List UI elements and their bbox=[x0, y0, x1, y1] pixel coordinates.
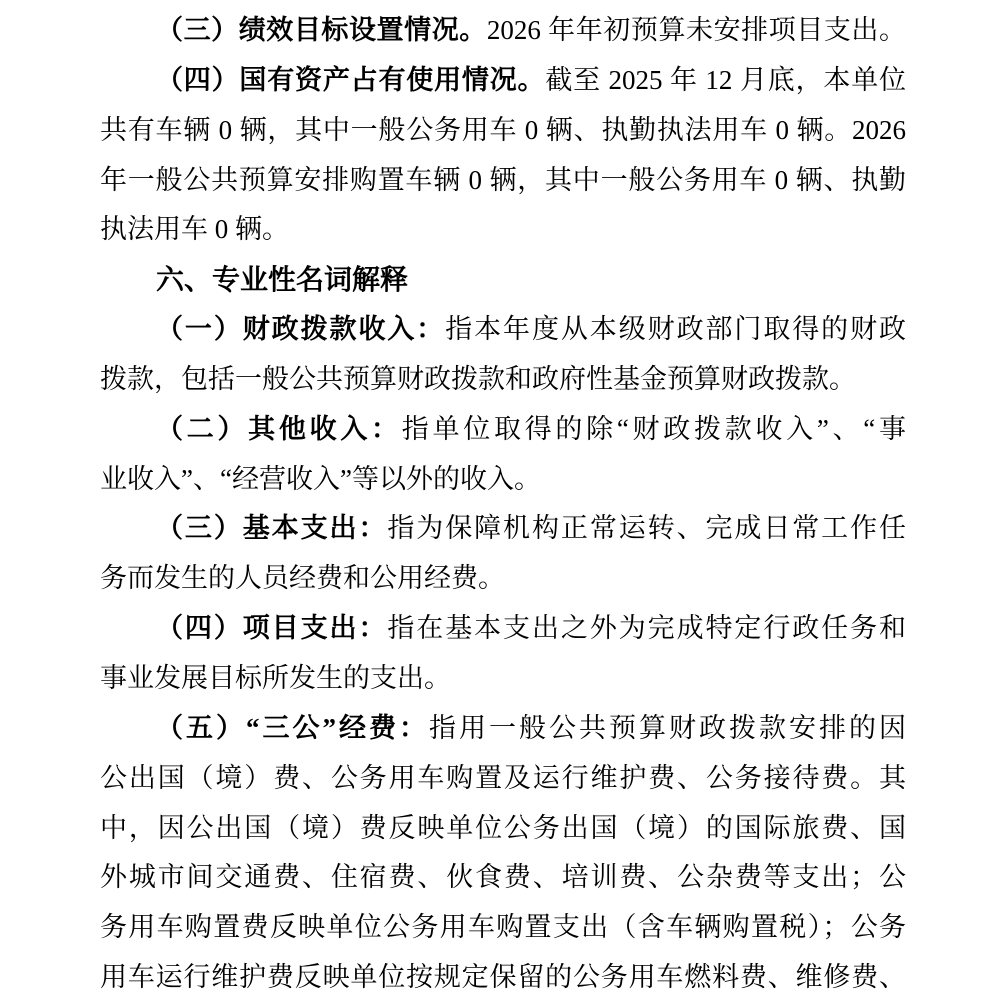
term-emphasis: （四）国有资产占有使用情况。 bbox=[156, 64, 546, 95]
term-emphasis: （三）基本支出： bbox=[156, 513, 388, 544]
text-segment: 2026 年年初预算未安排项目支出。 bbox=[486, 15, 907, 45]
text-line bbox=[100, 704, 906, 754]
text-segment: 务而发生的人员经费和公用经费。 bbox=[100, 563, 505, 594]
text-segment: 指用一般公共预算财政拨款安排的因 bbox=[429, 712, 906, 743]
term-emphasis: （五）“三公”经费： bbox=[156, 712, 429, 743]
document-body bbox=[100, 6, 906, 1003]
text-line bbox=[100, 504, 906, 554]
text-segment: 共有车辆 0 辆，其中一般公务用车 0 辆、执勤执法用车 0 辆。2026 bbox=[100, 114, 906, 145]
text-segment: 事业发展目标所发生的支出。 bbox=[100, 662, 451, 693]
text-line bbox=[100, 156, 906, 206]
text-line bbox=[100, 604, 906, 654]
text-line bbox=[100, 554, 906, 604]
text-line bbox=[100, 6, 906, 56]
text-line bbox=[100, 355, 906, 405]
text-segment: 公出国（境）费、公务用车购置及运行维护费、公务接待费。其 bbox=[100, 762, 906, 793]
text-line bbox=[100, 853, 906, 903]
text-segment: 指本年度从本级财政部门取得的财政 bbox=[445, 314, 907, 345]
text-line bbox=[100, 455, 906, 505]
section-heading bbox=[100, 255, 906, 305]
term-emphasis: （一）财政拨款收入： bbox=[156, 314, 446, 345]
term-emphasis: （三）绩效目标设置情况。 bbox=[156, 15, 487, 45]
text-line bbox=[100, 953, 906, 1003]
text-line bbox=[100, 305, 906, 355]
text-line bbox=[100, 804, 906, 854]
text-segment: 执法用车 0 辆。 bbox=[100, 214, 289, 245]
text-line bbox=[100, 654, 906, 704]
text-line bbox=[100, 405, 906, 455]
text-segment: 外城市间交通费、住宿费、伙食费、培训费、公杂费等支出；公 bbox=[100, 862, 906, 893]
text-segment: 拨款，包括一般公共预算财政拨款和政府性基金预算财政拨款。 bbox=[100, 363, 856, 394]
text-line bbox=[100, 106, 906, 156]
text-segment: 截至 2025 年 12 月底，本单位 bbox=[545, 64, 907, 95]
term-emphasis: 六、专业性名词解释 bbox=[156, 264, 409, 296]
text-segment: 中，因公出国（境）费反映单位公务出国（境）的国际旅费、国 bbox=[100, 812, 906, 843]
term-emphasis: （二）其他收入： bbox=[156, 413, 402, 444]
text-line bbox=[100, 903, 906, 953]
text-segment: 务用车购置费反映单位公务用车购置支出（含车辆购置税）；公务 bbox=[100, 912, 906, 943]
text-segment: 年一般公共预算安排购置车辆 0 辆，其中一般公务用车 0 辆、执勤 bbox=[100, 164, 906, 195]
text-line bbox=[100, 754, 906, 804]
text-segment: 指在基本支出之外为完成特定行政任务和 bbox=[387, 613, 907, 644]
text-segment: 业收入”、“经营收入”等以外的收入。 bbox=[100, 463, 541, 494]
text-segment: 用车运行维护费反映单位按规定保留的公务用车燃料费、维修费、 bbox=[100, 962, 906, 993]
text-line bbox=[100, 205, 906, 255]
term-emphasis: （四）项目支出： bbox=[156, 613, 388, 644]
text-segment: 指单位取得的除“财政拨款收入”、“事 bbox=[401, 413, 907, 444]
text-line bbox=[100, 56, 906, 106]
text-segment: 指为保障机构正常运转、完成日常工作任 bbox=[387, 513, 907, 544]
